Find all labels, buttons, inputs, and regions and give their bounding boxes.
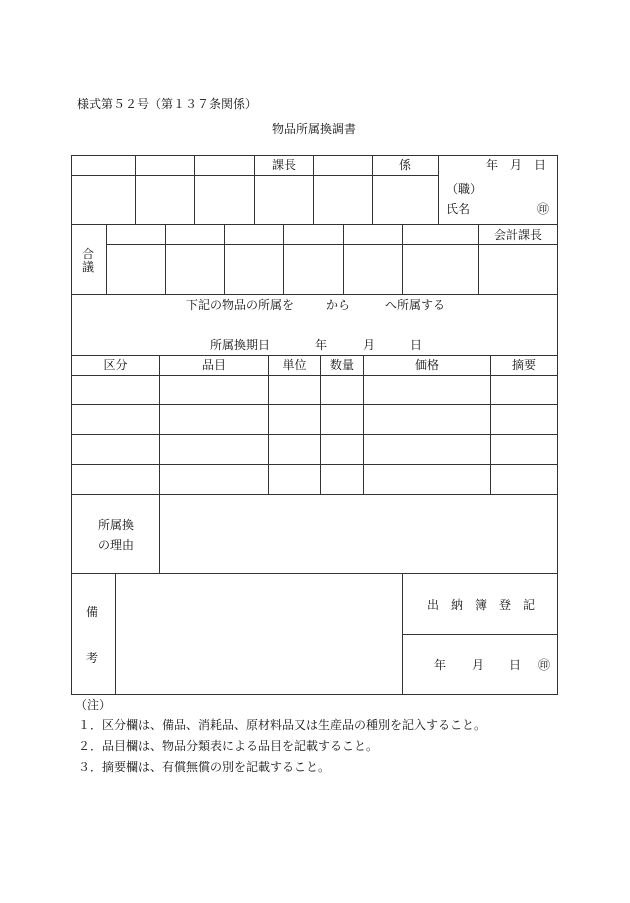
items-row-divider xyxy=(71,434,558,435)
gogi-block xyxy=(71,224,558,295)
shoku-label: （職） xyxy=(446,182,483,196)
items-col-divider xyxy=(159,355,160,495)
header-hinmoku: 品目 xyxy=(201,358,226,372)
approval-col-divider xyxy=(438,155,439,225)
remarks-col-divider xyxy=(115,573,116,695)
gogi-col-divider xyxy=(402,224,403,295)
transfer-line-a: 下記の物品の所属を xyxy=(186,298,295,312)
note-item-2: ２．品目欄は、物品分類表による品目を記載すること。 xyxy=(78,739,379,753)
items-col-divider xyxy=(268,355,269,495)
kakari-label: 係 xyxy=(399,158,412,172)
reason-label-1: 所属換 xyxy=(98,518,135,532)
gogi-label-2: 議 xyxy=(82,260,95,274)
gogi-col-divider xyxy=(165,224,166,295)
transfer-month-label: 月 xyxy=(363,338,376,352)
kaikei-kacho-label: 会計課長 xyxy=(494,228,543,242)
reason-col-divider xyxy=(159,494,160,574)
note-item-3: ３．摘要欄は、有償無償の別を記載すること。 xyxy=(78,760,331,774)
approval-col-divider xyxy=(194,155,195,225)
header-kakaku: 価格 xyxy=(414,358,439,372)
date-month-label: 月 xyxy=(510,158,523,172)
header-tekiyo: 摘要 xyxy=(511,358,536,372)
date-day-label: 日 xyxy=(534,158,547,172)
shimei-label: 氏名 xyxy=(446,202,471,216)
gogi-label-1: 合 xyxy=(82,247,95,261)
gogi-col-divider xyxy=(224,224,225,295)
form-number: 様式第５２号（第１３７条関係） xyxy=(77,97,258,111)
register-day-label: 日 xyxy=(509,658,522,672)
header-kubun: 区分 xyxy=(103,358,128,372)
remarks-label-1: 備 xyxy=(86,605,99,619)
kacho-label: 課長 xyxy=(272,158,297,172)
reason-block xyxy=(71,494,558,574)
transfer-year-label: 年 xyxy=(315,338,328,352)
items-row-divider xyxy=(71,404,558,405)
register-label: 出 納 簿 登 記 xyxy=(427,598,536,612)
transfer-line-b: から xyxy=(326,298,351,312)
transfer-line-c: へ所属する xyxy=(385,298,446,312)
header-suryo: 数量 xyxy=(329,358,354,372)
gogi-col-divider xyxy=(283,224,284,295)
register-row-divider xyxy=(402,634,558,635)
items-col-divider xyxy=(490,355,491,495)
header-tani: 単位 xyxy=(282,358,307,372)
approval-col-divider xyxy=(313,155,314,225)
register-seal-mark: ㊞ xyxy=(538,658,551,672)
items-header-divider xyxy=(71,375,558,376)
approval-col-divider xyxy=(372,155,373,225)
transfer-date-label: 所属換期日 xyxy=(210,338,271,352)
gogi-col-divider xyxy=(478,224,479,295)
items-col-divider xyxy=(363,355,364,495)
seal-mark: ㊞ xyxy=(537,202,550,216)
approval-block xyxy=(71,155,558,225)
remarks-label-2: 考 xyxy=(86,651,99,665)
items-col-divider xyxy=(320,355,321,495)
note-item-1: １．区分欄は、備品、消耗品、原材料品又は生産品の種別を記入すること。 xyxy=(78,718,487,732)
register-year-label: 年 xyxy=(434,658,447,672)
items-table xyxy=(71,355,558,495)
gogi-row-divider xyxy=(106,244,558,245)
gogi-col-divider xyxy=(343,224,344,295)
notes-title: （注） xyxy=(75,698,112,712)
register-month-label: 月 xyxy=(472,658,485,672)
gogi-col-divider xyxy=(106,224,107,295)
items-row-divider xyxy=(71,464,558,465)
reason-label-2: の理由 xyxy=(98,538,135,552)
transfer-day-label: 日 xyxy=(410,338,423,352)
date-year-label: 年 xyxy=(486,158,499,172)
approval-col-divider xyxy=(254,155,255,225)
approval-col-divider xyxy=(135,155,136,225)
page-title: 物品所属換調書 xyxy=(272,122,357,136)
